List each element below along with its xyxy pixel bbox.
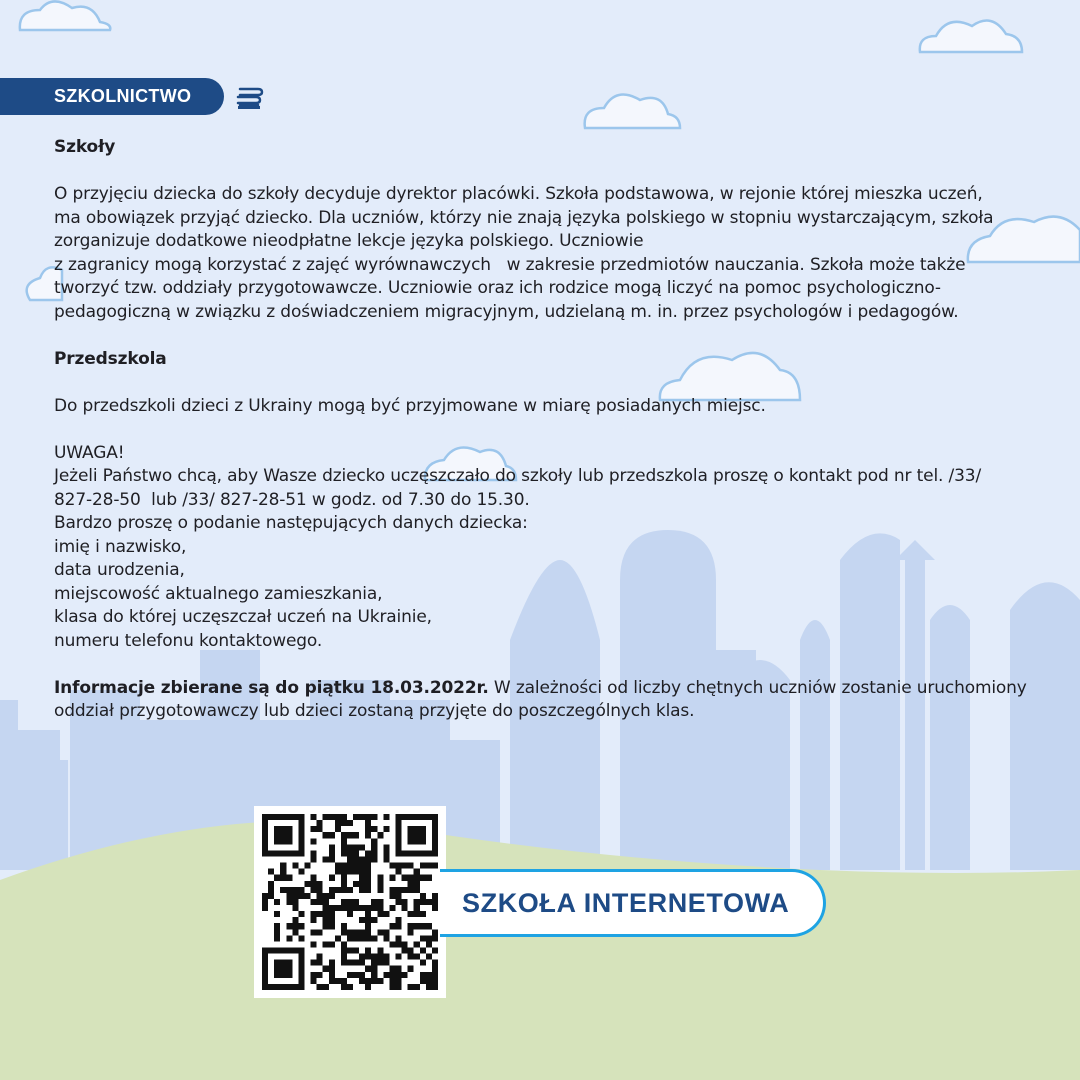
schools-line: z zagranicy mogą korzystać z zajęć wyrównawczych w zakresie przedmiotów nauczania. Szkoła może także [54,254,966,275]
notice-heading: UWAGA! [54,442,125,463]
schools-line: pedagogiczną w związku z doświadczeniem migracyjnym, udzielaną m. in. przez psychologów i pedagogów. [54,301,959,322]
schools-title: Szkoły [54,137,116,157]
deadline-bold: Informacje zbierane są do piątku 18.03.2022r. [54,677,489,698]
section-header-pill [0,78,224,115]
request-line: Bardzo proszę o podanie następujących danych dziecka: [54,513,528,533]
required-field: numeru telefonu kontaktowego. [54,630,323,651]
schools-line: zorganizuje dodatkowe nieodpłatne lekcje języka polskiego. Uczniowie [54,231,644,251]
preschool-text: Do przedszkoli dzieci z Ukrainy mogą być przyjmowane w miarę posiadanych miejsc. [54,395,766,416]
required-field: miejscowość aktualnego zamieszkania, [54,583,383,604]
book-stack-icon [236,84,264,110]
required-field: klasa do której uczęszczał uczeń na Ukrainie, [54,607,432,627]
preschool-title: Przedszkola [54,348,167,369]
internet-school-button[interactable] [440,869,826,937]
schools-line: tworzyć tzw. oddziały przygotowawcze. Uczniowie oraz ich rodzice mogą liczyć na pomoc psychologiczno- [54,278,941,298]
required-field: data urodzenia, [54,560,185,580]
deadline-block [54,677,1044,724]
schools-line: O przyjęciu dziecka do szkoły decyduje dyrektor placówki. Szkoła podstawowa, w rejonie której mieszka uczeń, [54,184,983,204]
deadline-rest: oddział przygotowawczy lub dzieci zostaną przyjęte do poszczególnych klas. [54,701,695,721]
qr-code-icon[interactable] [262,814,438,990]
schools-paragraph [54,183,1044,324]
notice-block [54,442,1044,654]
main-content [54,136,1044,724]
required-field: imię i nazwisko, [54,536,187,557]
contact-line: 827-28-50 lub /33/ 827-28-51 w godz. od 7.30 do 15.30. [54,489,530,510]
internet-school-label: SZKOŁA INTERNETOWA [462,887,790,918]
deadline-rest: W zależności od liczby chętnych uczniów zostanie uruchomiony [488,677,1027,698]
contact-line: Jeżeli Państwo chcą, aby Wasze dziecko uczęszczało do szkoły lub przedszkola proszę o kontakt pod nr tel. /33/ [54,466,982,486]
schools-line: ma obowiązek przyjąć dziecko. Dla uczniów, którzy nie znają języka polskiego w stopniu wystarczającym, szkoła [54,207,994,228]
qr-card[interactable] [254,806,446,998]
section-label: SZKOLNICTWO [54,86,192,106]
